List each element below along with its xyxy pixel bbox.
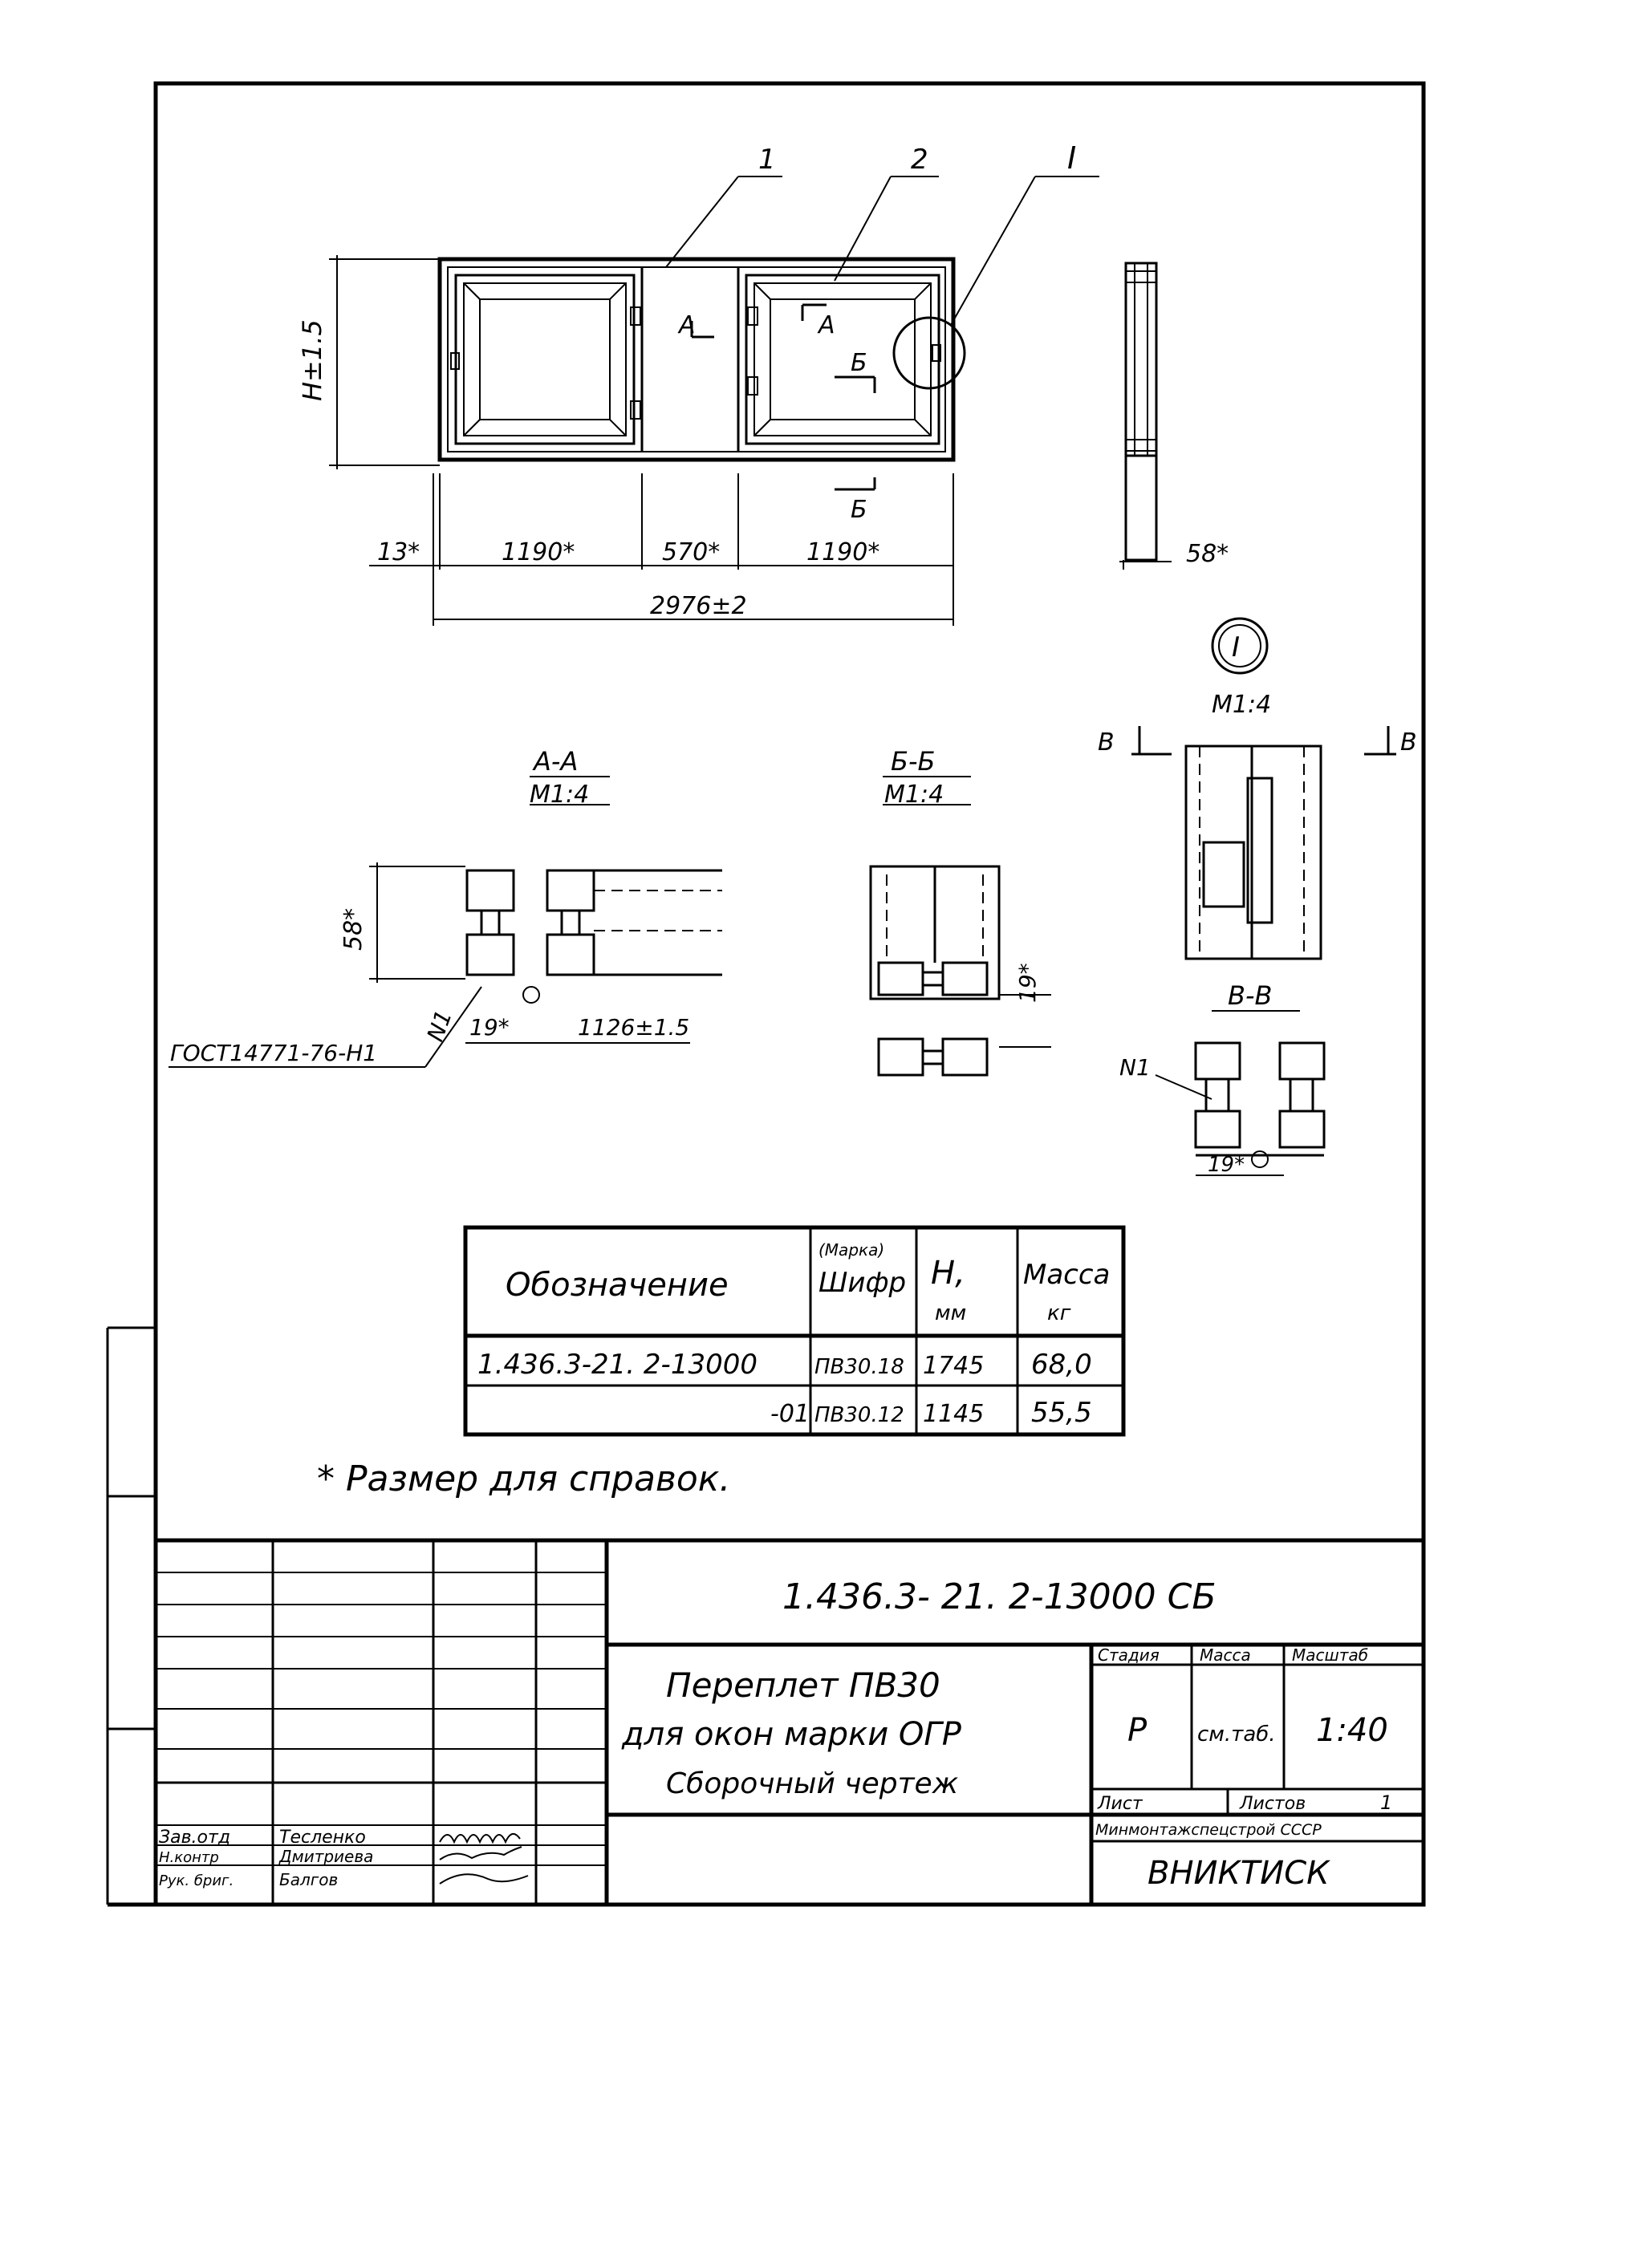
dim-1190-left: 1190* (502, 538, 575, 566)
height-label: H±1.5 (297, 319, 327, 401)
signature-name-3: Балгов (279, 1870, 339, 1889)
dim-1190-right: 1190* (806, 538, 880, 566)
section-aa-scale: М1:4 (530, 781, 590, 809)
detail-I-marker: I (1232, 631, 1241, 663)
dim-570: 570* (662, 538, 721, 566)
table-header-h-unit: мм (935, 1301, 967, 1325)
overall-dim: 2976±2 (650, 592, 747, 620)
table-header-designation: Обозначение (506, 1267, 729, 1304)
dim-13: 13* (377, 538, 420, 566)
sheets-value: 1 (1380, 1791, 1393, 1814)
signature-scribbles (440, 1834, 528, 1884)
drawing-name-line-1: Переплет ПВ30 (666, 1665, 940, 1705)
scale-label: Масштаб (1292, 1645, 1369, 1665)
section-mark-b1: Б (851, 349, 867, 377)
section-vv-dim: 19* (1208, 1153, 1245, 1177)
table-header-h: Н, (931, 1255, 965, 1292)
table-row-2-designation: -01 (770, 1400, 810, 1428)
section-aa-title: А-А (534, 746, 579, 777)
table-row-2-code: ПВ30.12 (814, 1403, 904, 1427)
scale-value: 1:40 (1316, 1712, 1388, 1749)
section-vv-weld: N1 (1119, 1054, 1151, 1081)
organization: ВНИКТИСК (1147, 1855, 1330, 1892)
callout-1: 1 (758, 144, 776, 176)
section-aa-dim-a: 19* (469, 1014, 510, 1041)
callout-2: 2 (911, 144, 928, 176)
section-vv (1156, 1011, 1324, 1175)
detail-I-scale: М1:4 (1212, 691, 1272, 719)
section-bb-scale: М1:4 (884, 781, 944, 809)
section-aa-height-dim: 58* (339, 907, 368, 951)
table-header-code-small: (Марка) (818, 1240, 885, 1260)
section-mark-a2: А (818, 311, 835, 339)
table-row-1-mass: 68,0 (1031, 1349, 1092, 1381)
drawing-name-line-2: для окон марки ОГР (622, 1716, 961, 1753)
stage-label: Стадия (1098, 1645, 1160, 1665)
table-header-mass-unit: кг (1047, 1301, 1071, 1325)
section-aa-standard: ГОСТ14771-76-Н1 (170, 1040, 378, 1066)
section-mark-a1: А (679, 311, 696, 339)
section-aa-dim-b: 1126±1.5 (578, 1014, 690, 1041)
side-view-dim: 58* (1186, 540, 1229, 568)
stage-value: Р (1127, 1712, 1147, 1749)
detail-I-mark-left: В (1098, 728, 1115, 757)
signature-role-1: Зав.отд (159, 1828, 231, 1848)
table-row-2-mass: 55,5 (1031, 1397, 1092, 1429)
sheets-label: Листов (1240, 1794, 1306, 1814)
ministry: Минмонтажспецстрой СССР (1095, 1821, 1322, 1839)
callout-detail-I: I (1067, 140, 1077, 176)
section-mark-b2: Б (851, 496, 867, 524)
table-header-mass: Масса (1023, 1259, 1111, 1291)
section-bb-dim: 19* (1014, 963, 1041, 1003)
table-header-code: Шифр (818, 1267, 907, 1299)
section-vv-title: В-В (1228, 980, 1273, 1011)
mass-label: Масса (1200, 1645, 1251, 1665)
signature-role-2: Н.контр (159, 1849, 219, 1866)
detail-I (1131, 619, 1396, 959)
section-bb (871, 777, 1051, 1075)
detail-I-mark-right: В (1400, 728, 1417, 757)
reference-note: * Размер для справок. (317, 1459, 731, 1499)
signature-name-2: Дмитриева (279, 1847, 374, 1866)
section-bb-title: Б-Б (891, 746, 936, 777)
doc-number: 1.436.3- 21. 2-13000 СБ (782, 1576, 1217, 1617)
side-view (1119, 263, 1172, 570)
table-row-2-h: 1145 (923, 1400, 985, 1428)
table-row-1-code: ПВ30.18 (814, 1355, 904, 1379)
table-row-1-designation: 1.436.3-21. 2-13000 (477, 1349, 758, 1381)
signature-name-1: Тесленко (279, 1828, 366, 1848)
sheet-label: Лист (1098, 1794, 1143, 1814)
signature-role-3: Рук. бриг. (159, 1872, 234, 1889)
drawing-name-line-3: Сборочный чертеж (666, 1767, 959, 1800)
mass-value: см.таб. (1197, 1722, 1276, 1747)
table-row-1-h: 1745 (923, 1352, 985, 1380)
section-aa-weld: N1 (421, 1006, 457, 1045)
